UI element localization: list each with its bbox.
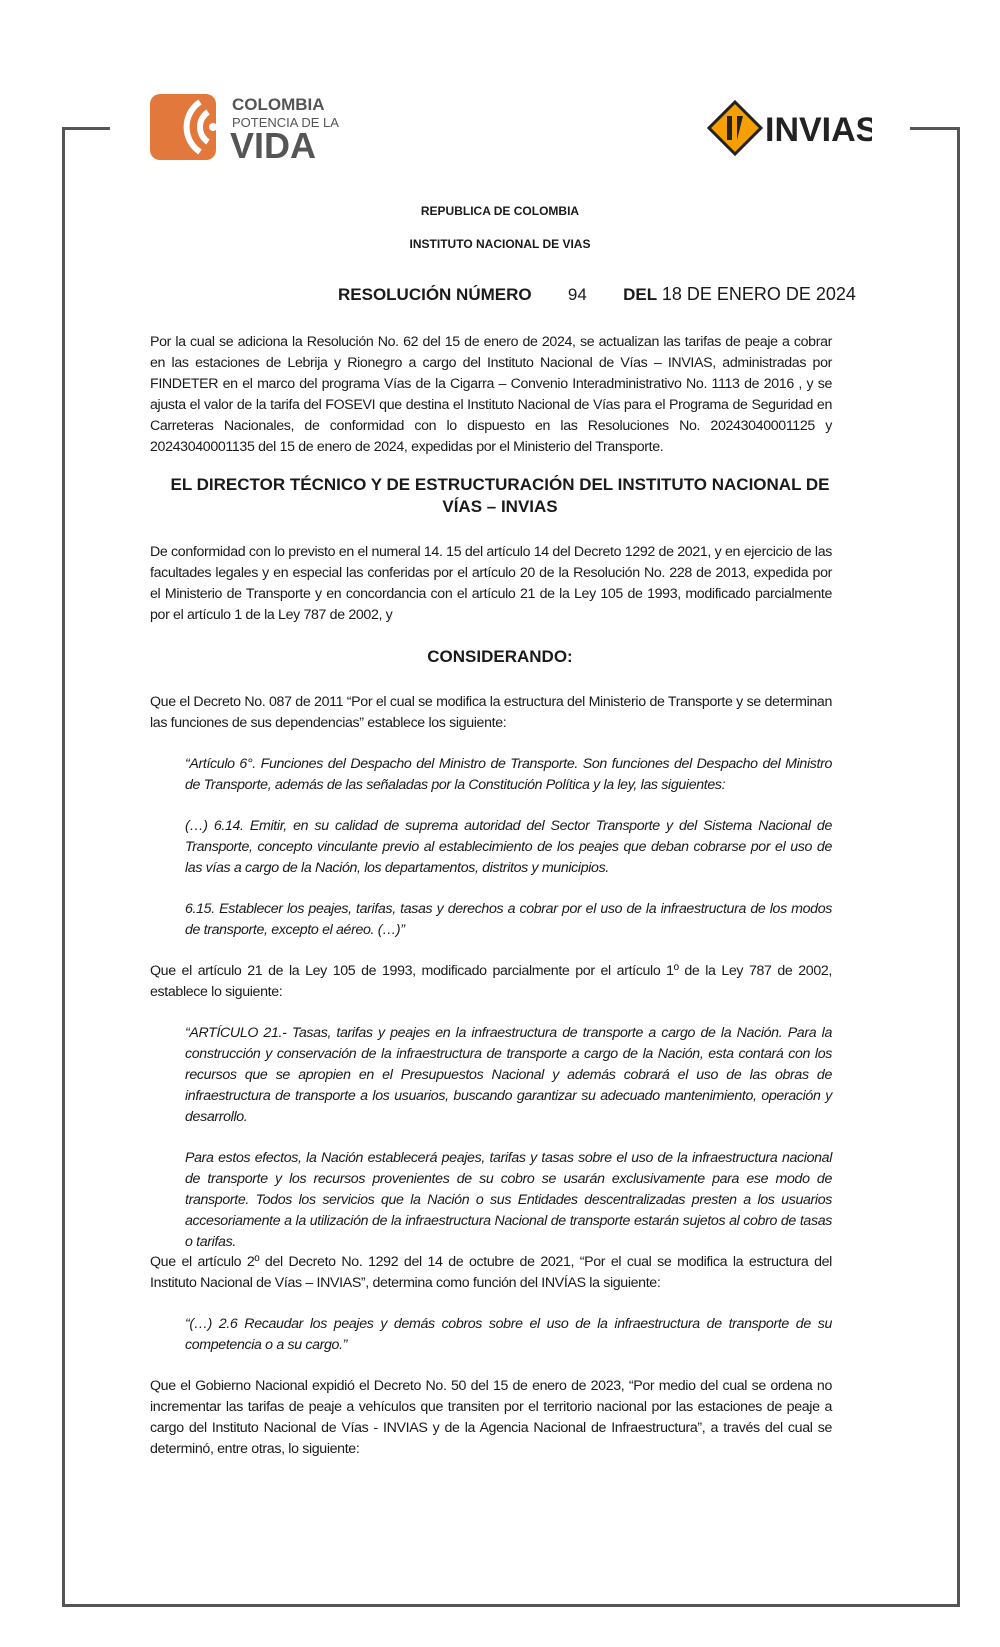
- resolution-label: RESOLUCIÓN NÚMERO: [338, 285, 532, 304]
- del-label: DEL: [623, 285, 658, 304]
- body-paragraph-4: Que el Gobierno Nacional expidió el Decreto No. 50 del 15 de enero de 2023, “Por medio del cual se ordena no incrementar las tarifas de peaje a vehículos que transiten por el territorio nacional por las estaciones de peaje a cargo del Instituto Nacional de Vías - INVIAS y de la Agencia Nacional de Infraestructura”, a través del cual se determinó, entre otras, lo siguiente:: [150, 1378, 832, 1457]
- resolution-number: 94: [567, 285, 587, 304]
- republic-heading: REPUBLICA DE COLOMBIA: [420, 204, 580, 218]
- resolution-date: 18 DE ENERO DE 2024: [661, 284, 856, 304]
- logo-line3: VIDA: [230, 125, 317, 164]
- quote-article-6: “Artículo 6°. Funciones del Despacho del Ministro de Transporte. Son funciones del Despacho del Ministro de Transporte, además de las señaladas por la Constitución Política y la ley, las siguientes:: [185, 756, 832, 793]
- conformity-paragraph: De conformidad con lo previsto en el numeral 14. 15 del artículo 14 del Decreto 1292 de 2021, y en ejercicio de las facultades legales y en especial las conferidas por el artículo 20 de la Resolución No. 228 de 2013, expedida por el Ministerio de Transporte y en concordancia con el artículo 21 de la Ley 105 de 1993, modificado parcialmente por el artículo 1 de la Ley 787 de 2002, y: [150, 544, 832, 623]
- institute-heading: INSTITUTO NACIONAL DE VIAS: [409, 237, 591, 251]
- invias-logo: [707, 100, 872, 156]
- frame-left-line: [62, 127, 65, 1607]
- frame-top-right-line: [910, 127, 960, 130]
- quote-article-21: “ARTÍCULO 21.- Tasas, tarifas y peajes en la infraestructura de transporte a cargo de la Nación. Para la construcción y conservación de la infraestructura de transporte a cargo de la Nación, esta contará con los recursos que se apropien en el Presupuestos Nacional y además cobrará el uso de las obras de infraestructura de transporte a los usuarios, buscando garantizar su adecuado mantenimiento, operación y desarrollo.: [185, 1025, 832, 1125]
- director-heading-line1: EL DIRECTOR TÉCNICO Y DE ESTRUCTURACIÓN DEL INSTITUTO NACIONAL DE: [170, 475, 830, 494]
- body-paragraph-3: Que el artículo 2º del Decreto No. 1292 del 14 de octubre de 2021, “Por el cual se modifica la estructura del Instituto Nacional de Vías – INVIAS”, determina como función del INVÍAS la siguiente:: [150, 1254, 832, 1291]
- quote-2-6: “(…) 2.6 Recaudar los peajes y demás cobros sobre el uso de la infraestructura de transporte de su competencia o a su cargo.”: [185, 1316, 832, 1353]
- body-paragraph-1: Que el Decreto No. 087 de 2011 “Por el cual se modifica la estructura del Ministerio de Transporte y se determinan las funciones de sus dependencias” establece los siguiente:: [150, 694, 832, 731]
- quote-6-14: (…) 6.14. Emitir, en su calidad de suprema autoridad del Sector Transporte y del Sistema Nacional de Transporte, concepto vinculante previo al establecimiento de los peajes que deban cobrarse por el uso de las vías a cargo de la Nación, los departamentos, distritos y municipios.: [185, 818, 832, 876]
- frame-bottom-line: [62, 1604, 960, 1607]
- frame-top-left-line: [62, 127, 110, 130]
- quote-6-15: 6.15. Establecer los peajes, tarifas, tasas y derechos a cobrar por el uso de la infraestructura de los modos de transporte, excepto el aéreo. (…)”: [185, 901, 832, 938]
- summary-paragraph: Por la cual se adiciona la Resolución No. 62 del 15 de enero de 2024, se actualizan las tarifas de peaje a cobrar en las estaciones de Lebrija y Rionegro a cargo del Instituto Nacional de Vías – INVIAS, administradas por FINDETER en el marco del programa Vías de la Cigarra – Convenio Interadministrativo No. 1113 de 2016 , y se ajusta el valor de la tarifa del FOSEVI que destina el Instituto Nacional de Vías para el Programa de Seguridad en Carreteras Nacionales, de conformidad con lo dispuesto en las Resoluciones No. 20243040001125 y 20243040001135 del 15 de enero de 2024, expedidas por el Ministerio del Transporte.: [150, 334, 832, 455]
- director-heading-line2: VÍAS – INVIAS: [442, 497, 558, 516]
- colombia-potencia-logo: [150, 94, 340, 164]
- quote-para-efectos: Para estos efectos, la Nación establecerá peajes, tarifas y tasas sobre el uso de la infraestructura nacional de transporte y los recursos provenientes de su cobro se usarán exclusivamente para ese modo de transporte. Todos los servicios que la Nación o sus Entidades descentralizadas presten a los usuarios accesoriamente a la utilización de la infraestructura Nacional de transporte estarán sujetos al cobro de tasas o tarifas.: [185, 1150, 832, 1250]
- invias-logo-text: INVIAS: [765, 111, 872, 149]
- logo-line1: COLOMBIA: [232, 95, 325, 114]
- resolution-line: [338, 284, 898, 305]
- frame-right-line: [957, 127, 960, 1607]
- body-paragraph-2: Que el artículo 21 de la Ley 105 de 1993, modificado parcialmente por el artículo 1º de la Ley 787 de 2002, establece lo siguiente:: [150, 963, 832, 1000]
- considerando-heading: CONSIDERANDO:: [427, 647, 573, 666]
- logo-line2: POTENCIA DE LA: [232, 115, 339, 130]
